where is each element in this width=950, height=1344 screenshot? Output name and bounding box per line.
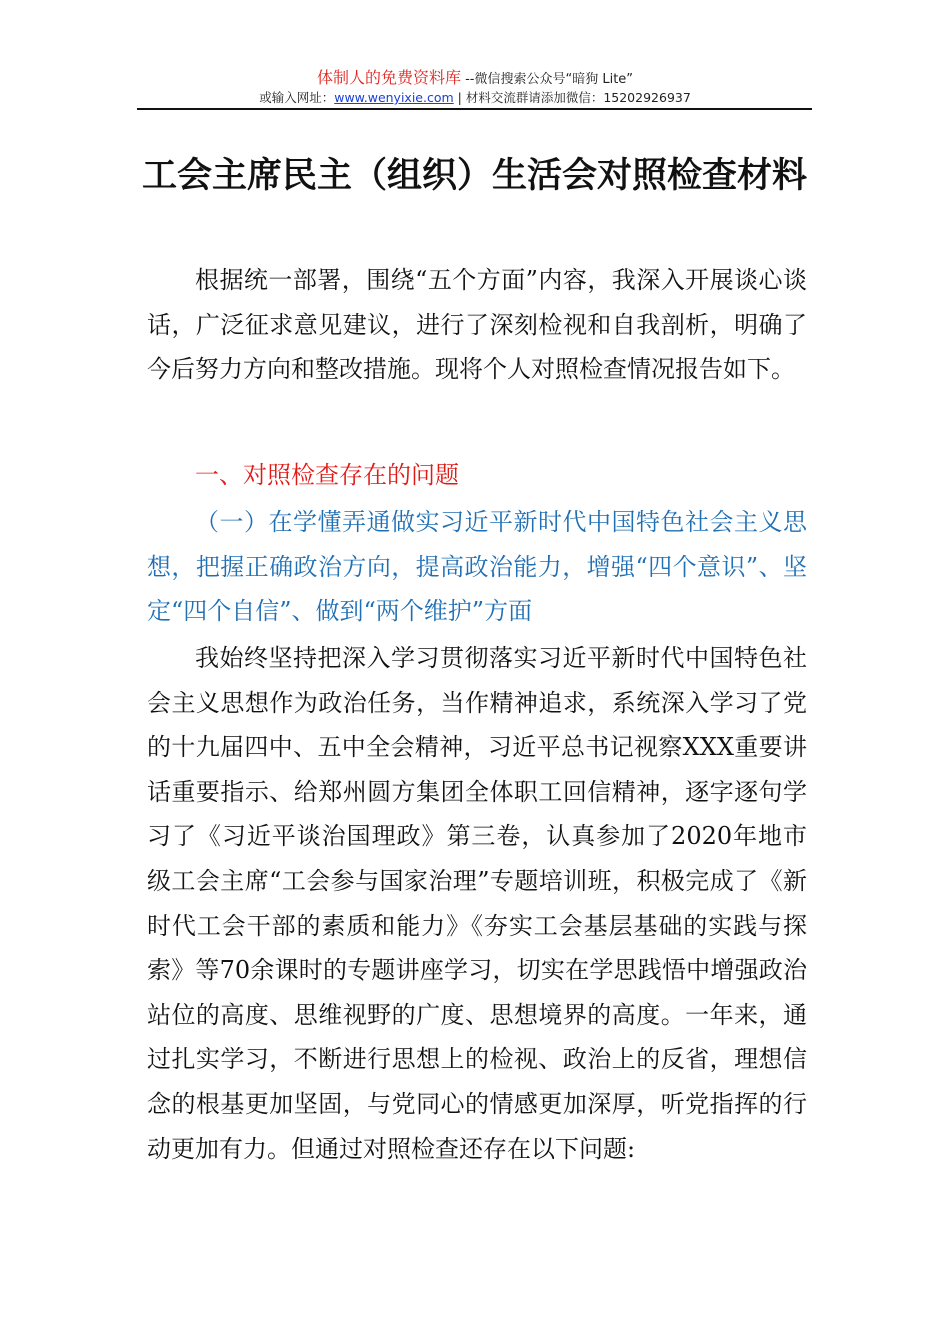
intro-paragraph: 根据统一部署，围绕“五个方面”内容，我深入开展谈心谈话，广泛征求意见建议，进行了深刻检视和自我剖析，明确了今后努力方向和整改措施。现将个人对照检查情况报告如下。 [147, 266, 807, 384]
header-divider [137, 108, 812, 110]
tagline: --微信搜索公众号“暗狗 Lite” [460, 72, 634, 87]
body-paragraph: 我始终坚持把深入学习贯彻落实习近平新时代中国特色社会主义思想作为政治任务，当作精神追求，系统深入学习了党的十九届四中、五中全会精神，习近平总书记视察XXX重要讲话重要指示、给郑州圆方集团全体职工回信精神，逐字逐句学习了《习近平谈治国理政》第三卷，认真参加了2020年地市级工会主席“工会参与国家治理”专题培训班，积极完成了《新时代工会干部的素质和能力》《夯实工会基层基础的实践与探索》等70余课时的专题讲座学习，切实在学思践悟中增强政治站位的高度、思维视野的广度、思想境界的高度。一年来，通过扎实学习，不断进行思想上的检视、政治上的反省，理想信念的根基更加坚固，与党同心的情感更加深厚，听党指挥的行动更加有力。但通过对照检查还存在以下问题: [147, 644, 807, 1163]
subsection-heading: （一）在学懂弄通做实习近平新时代中国特色社会主义思想，把握正确政治方向，提高政治能力，增强“四个意识”、坚定“四个自信”、做到“两个维护”方面 [147, 508, 807, 626]
url-prefix: 或输入网址： [259, 90, 335, 105]
contact-info: | 材料交流群请添加微信：15202926937 [453, 90, 691, 105]
watermark-header [0, 69, 950, 89]
section-heading: 一、对照检查存在的问题 [195, 461, 459, 489]
brand-label: 体制人的免费资料库 [316, 68, 461, 87]
watermark-subheader [0, 89, 950, 107]
document-title: 工会主席民主（组织）生活会对照检查材料 [141, 155, 807, 196]
website-link[interactable]: www.wenyixie.com [334, 90, 454, 105]
